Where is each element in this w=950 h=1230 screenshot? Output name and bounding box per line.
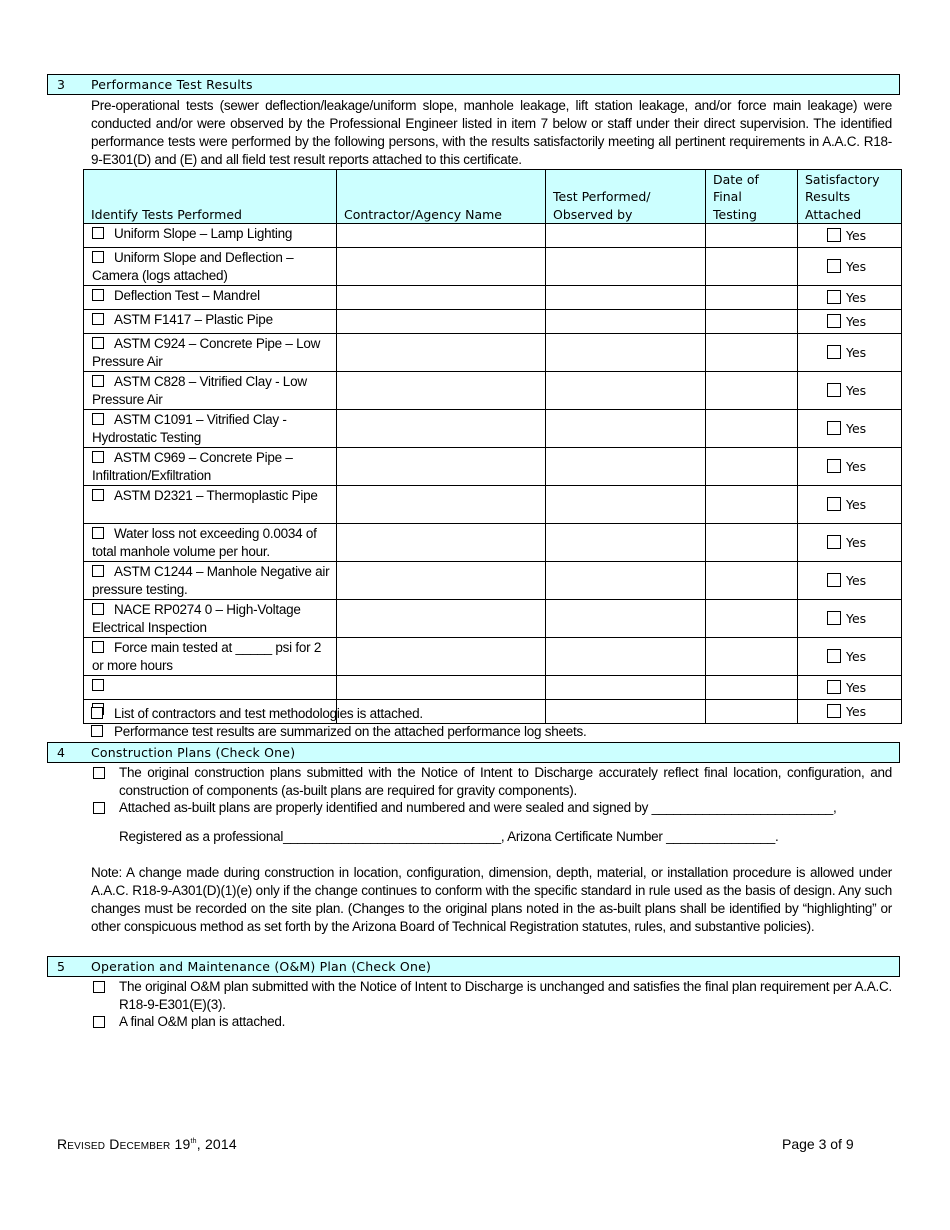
yes-label: Yes — [846, 704, 867, 719]
table-row — [84, 562, 902, 600]
summarized-label: Performance test results are summarized on the attached performance log sheets. — [114, 724, 587, 739]
test-name-label: Deflection Test – Mandrel — [114, 288, 260, 303]
test-checkbox[interactable] — [92, 227, 104, 239]
satisfactory-cell — [798, 372, 902, 410]
satisfactory-cell — [798, 676, 902, 700]
results-attached-checkbox[interactable] — [827, 259, 841, 273]
results-attached-checkbox[interactable] — [827, 383, 841, 397]
date-cell[interactable] — [706, 700, 798, 724]
yes-label: Yes — [846, 649, 867, 664]
table-row — [84, 600, 902, 638]
date-cell[interactable] — [706, 676, 798, 700]
yes-label: Yes — [846, 421, 867, 436]
observed-by-cell[interactable] — [546, 600, 706, 638]
satisfactory-cell — [798, 310, 902, 334]
yes-label: Yes — [846, 497, 867, 512]
original-om-option — [91, 978, 892, 1014]
contractor-cell[interactable] — [337, 638, 546, 676]
date-cell[interactable] — [706, 310, 798, 334]
col-header-date: Date of Final Testing — [706, 170, 798, 224]
satisfactory-cell — [798, 600, 902, 638]
test-name-cell — [84, 310, 337, 334]
results-attached-checkbox[interactable] — [827, 573, 841, 587]
test-checkbox[interactable] — [92, 489, 104, 501]
results-attached-checkbox[interactable] — [827, 314, 841, 328]
results-attached-checkbox[interactable] — [827, 459, 841, 473]
table-row — [84, 638, 902, 676]
registered-label: Registered as a professional______________________________, Arizona Certificate Number _______________. — [119, 829, 779, 844]
yes-label: Yes — [846, 573, 867, 588]
as-built-plans-option — [91, 799, 892, 817]
observed-by-cell[interactable] — [546, 372, 706, 410]
table-row — [84, 448, 902, 486]
test-checkbox[interactable] — [92, 251, 104, 263]
observed-by-cell[interactable] — [546, 700, 706, 724]
results-attached-checkbox[interactable] — [827, 290, 841, 304]
table-row — [84, 676, 902, 700]
col-header-contractor: Contractor/Agency Name — [337, 170, 546, 224]
section-number: 4 — [57, 745, 66, 760]
section-5-header — [47, 956, 900, 977]
contractor-cell[interactable] — [337, 248, 546, 286]
test-name-label: ASTM C1244 – Manhole Negative air pressure testing. — [92, 564, 330, 597]
summarized-checkbox[interactable] — [91, 725, 103, 737]
summarized-item — [91, 723, 587, 741]
table-row — [84, 286, 902, 310]
contractors-attached-checkbox[interactable] — [91, 707, 103, 719]
results-attached-checkbox[interactable] — [827, 680, 841, 694]
contractor-cell[interactable] — [337, 562, 546, 600]
original-plans-option — [91, 764, 892, 800]
contractor-cell[interactable] — [337, 524, 546, 562]
table-row — [84, 310, 902, 334]
test-name-label: ASTM C1091 – Vitrified Clay - Hydrostatic Testing — [92, 412, 287, 445]
table-row — [84, 334, 902, 372]
satisfactory-cell — [798, 410, 902, 448]
test-name-cell — [84, 486, 337, 524]
observed-by-cell[interactable] — [546, 286, 706, 310]
final-om-label: A final O&M plan is attached. — [119, 1014, 286, 1029]
contractors-attached-label: List of contractors and test methodologies is attached. — [114, 706, 423, 721]
test-name-label: Uniform Slope and Deflection – Camera (logs attached) — [92, 250, 294, 283]
date-cell[interactable] — [706, 334, 798, 372]
test-name-label: ASTM C969 – Concrete Pipe – Infiltration/Exfiltration — [92, 450, 293, 483]
observed-by-cell[interactable] — [546, 310, 706, 334]
table-row — [84, 524, 902, 562]
col-header-observed: Test Performed/ Observed by — [546, 170, 706, 224]
observed-by-cell[interactable] — [546, 638, 706, 676]
section-number: 5 — [57, 959, 66, 974]
contractor-cell[interactable] — [337, 310, 546, 334]
results-attached-checkbox[interactable] — [827, 649, 841, 663]
satisfactory-cell — [798, 248, 902, 286]
section-title: Operation and Maintenance (O&M) Plan (Check One) — [91, 959, 432, 974]
yes-label: Yes — [846, 611, 867, 626]
results-attached-checkbox[interactable] — [827, 497, 841, 511]
satisfactory-cell — [798, 486, 902, 524]
final-om-checkbox[interactable] — [93, 1016, 105, 1028]
table-row — [84, 486, 902, 524]
test-checkbox[interactable] — [92, 313, 104, 325]
section-4-header — [47, 742, 900, 763]
observed-by-cell[interactable] — [546, 410, 706, 448]
table-header-row — [84, 170, 902, 224]
contractor-cell[interactable] — [337, 600, 546, 638]
test-checkbox[interactable] — [92, 641, 104, 653]
results-attached-checkbox[interactable] — [827, 345, 841, 359]
yes-label: Yes — [846, 383, 867, 398]
contractor-cell[interactable] — [337, 410, 546, 448]
results-attached-checkbox[interactable] — [827, 535, 841, 549]
yes-label: Yes — [846, 535, 867, 550]
date-cell[interactable] — [706, 638, 798, 676]
results-attached-checkbox[interactable] — [827, 421, 841, 435]
test-name-label: Force main tested at _____ psi for 2 or more hours — [92, 640, 322, 673]
construction-note: Note: A change made during construction in location, configuration, dimension, depth, material, or installation procedure is allowed under A.A.C. R18-9-A301(D)(1)(e) only if the change continues to conform with the specific standard in rule used as the basis of design. Any such changes must be recorded on the site plan. (Changes to the original plans noted in the as-built plans shall be identified by “highlighting” or other conspicuous method as set forth by the Arizona Board of Technical Registration statutes, rules, and substantive policies). — [91, 865, 892, 934]
test-name-cell — [84, 372, 337, 410]
contractor-cell[interactable] — [337, 486, 546, 524]
col-header-satisfactory: Satisfactory Results Attached — [798, 170, 902, 224]
observed-by-cell[interactable] — [546, 524, 706, 562]
observed-by-cell[interactable] — [546, 334, 706, 372]
yes-label: Yes — [846, 680, 867, 695]
test-name-cell — [84, 600, 337, 638]
date-cell[interactable] — [706, 410, 798, 448]
results-attached-checkbox[interactable] — [827, 611, 841, 625]
test-name-cell — [84, 676, 337, 700]
test-checkbox[interactable] — [92, 679, 104, 691]
test-name-label: Water loss not exceeding 0.0034 of total manhole volume per hour. — [92, 526, 317, 559]
satisfactory-cell — [798, 562, 902, 600]
test-name-label: ASTM C828 – Vitrified Clay - Low Pressure Air — [92, 374, 307, 407]
contractor-cell[interactable] — [337, 448, 546, 486]
yes-label: Yes — [846, 259, 867, 274]
test-name-label: ASTM C924 – Concrete Pipe – Low Pressure Air — [92, 336, 321, 369]
observed-by-cell[interactable] — [546, 486, 706, 524]
date-cell[interactable] — [706, 224, 798, 248]
test-name-cell — [84, 448, 337, 486]
table-row — [84, 224, 902, 248]
satisfactory-cell — [798, 524, 902, 562]
test-name-cell — [84, 248, 337, 286]
contractor-cell[interactable] — [337, 224, 546, 248]
registered-line — [91, 828, 892, 846]
original-plans-checkbox[interactable] — [93, 767, 105, 779]
date-cell[interactable] — [706, 372, 798, 410]
contractor-cell[interactable] — [337, 676, 546, 700]
page-number: Page 3 of 9 — [782, 1136, 854, 1152]
date-cell[interactable] — [706, 286, 798, 310]
results-attached-checkbox[interactable] — [827, 228, 841, 242]
col-header-tests: Identify Tests Performed — [84, 170, 337, 224]
test-name-cell — [84, 334, 337, 372]
yes-label: Yes — [846, 345, 867, 360]
satisfactory-cell — [798, 638, 902, 676]
test-name-label: ASTM F1417 – Plastic Pipe — [114, 312, 273, 327]
as-built-plans-label: Attached as-built plans are properly identified and numbered and were sealed and signed by _________________________, — [119, 800, 837, 815]
test-checkbox[interactable] — [92, 337, 104, 349]
yes-label: Yes — [846, 228, 867, 243]
revision-date: Revised December 19th, 2014 — [57, 1136, 237, 1152]
original-om-label: The original O&M plan submitted with the Notice of Intent to Discharge is unchanged and satisfies the final plan requirement per A.A.C. R18-9-E301(E)(3). — [119, 979, 892, 1012]
satisfactory-cell — [798, 224, 902, 248]
as-built-plans-checkbox[interactable] — [93, 802, 105, 814]
contractor-cell[interactable] — [337, 286, 546, 310]
section-3-intro: Pre-operational tests (sewer deflection/leakage/uniform slope, manhole leakage, lift station leakage, and/or force main leakage) were conducted and/or were observed by the Professional Engineer listed in item 7 below or staff under their direct supervision. The identified performance tests were performed by the following persons, with the results satisfactorily meeting all pertinent requirements in A.A.C. R18-9-E301(D) and (E) and all field test result reports attached to this certificate. — [91, 98, 892, 167]
test-name-cell — [84, 224, 337, 248]
original-plans-label: The original construction plans submitted with the Notice of Intent to Discharge accurately reflect final location, configuration, and construction of components (as-built plans are required for gravity components). — [119, 765, 892, 798]
table-row — [84, 248, 902, 286]
test-checkbox[interactable] — [92, 565, 104, 577]
observed-by-cell[interactable] — [546, 676, 706, 700]
test-name-cell — [84, 638, 337, 676]
test-name-label: ASTM D2321 – Thermoplastic Pipe — [114, 488, 318, 503]
test-checkbox[interactable] — [92, 413, 104, 425]
observed-by-cell[interactable] — [546, 248, 706, 286]
yes-label: Yes — [846, 314, 867, 329]
section-title: Construction Plans (Check One) — [91, 745, 296, 760]
contractors-attached-item — [91, 705, 423, 723]
test-checkbox[interactable] — [92, 603, 104, 615]
performance-tests-table — [83, 169, 902, 724]
satisfactory-cell — [798, 700, 902, 724]
results-attached-checkbox[interactable] — [827, 704, 841, 718]
test-checkbox[interactable] — [92, 451, 104, 463]
observed-by-cell[interactable] — [546, 448, 706, 486]
contractor-cell[interactable] — [337, 372, 546, 410]
contractor-cell[interactable] — [337, 334, 546, 372]
section-number: 3 — [57, 77, 66, 92]
test-name-cell — [84, 562, 337, 600]
satisfactory-cell — [798, 334, 902, 372]
test-name-cell — [84, 286, 337, 310]
date-cell[interactable] — [706, 524, 798, 562]
observed-by-cell[interactable] — [546, 562, 706, 600]
satisfactory-cell — [798, 286, 902, 310]
table-row — [84, 372, 902, 410]
test-checkbox[interactable] — [92, 527, 104, 539]
yes-label: Yes — [846, 290, 867, 305]
date-cell[interactable] — [706, 562, 798, 600]
satisfactory-cell — [798, 448, 902, 486]
table-row — [84, 410, 902, 448]
date-cell[interactable] — [706, 600, 798, 638]
test-name-cell — [84, 410, 337, 448]
final-om-option — [91, 1013, 892, 1031]
section-title: Performance Test Results — [91, 77, 253, 92]
date-cell[interactable] — [706, 248, 798, 286]
date-cell[interactable] — [706, 448, 798, 486]
yes-label: Yes — [846, 459, 867, 474]
date-cell[interactable] — [706, 486, 798, 524]
test-checkbox[interactable] — [92, 289, 104, 301]
test-name-label: Uniform Slope – Lamp Lighting — [114, 226, 293, 241]
observed-by-cell[interactable] — [546, 224, 706, 248]
section-3-header — [47, 74, 900, 95]
test-name-label: NACE RP0274 0 – High-Voltage Electrical Inspection — [92, 602, 301, 635]
original-om-checkbox[interactable] — [93, 981, 105, 993]
test-name-cell — [84, 524, 337, 562]
test-checkbox[interactable] — [92, 375, 104, 387]
